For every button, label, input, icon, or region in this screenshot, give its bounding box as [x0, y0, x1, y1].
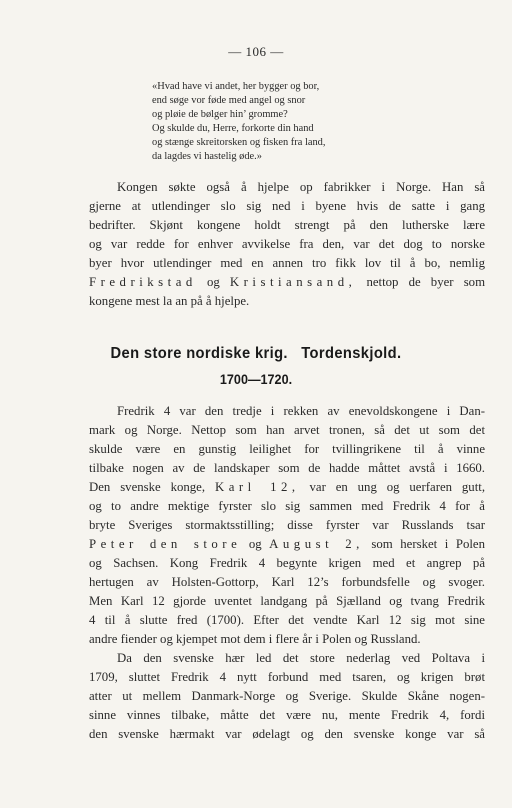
name-august-2: August 2, — [269, 537, 364, 551]
text-line: Fredrik 4 var den tredje i rekken av enevoldskongene i Dan- — [117, 404, 485, 418]
conjunction: og — [206, 275, 220, 289]
text-line: Kongen søkte også å hjelpe op fabrikker i Norge. Han så — [117, 180, 485, 194]
text-fragment: var en ung og uerfaren gutt, — [309, 480, 486, 494]
poem-line: «Hvad have vi andet, her bygger og bor, — [152, 81, 320, 92]
text-line: Men Karl 12 gjorde uventet landgang på Sjælland og tvang Fredrik — [89, 594, 485, 608]
text-line: andre fiender og kjempet mot dem i flere år i Polen og Russland. — [89, 632, 421, 646]
page-number: — 106 — — [228, 44, 284, 59]
text-line — [89, 478, 485, 497]
text-fragment: nettop de byer som — [366, 275, 486, 289]
text-line: atter ut mellem Danmark-Norge og Sverige. Skulde Skåne nogen- — [89, 689, 485, 703]
text-line: byer hvor utlendinger med en annen tro fikk lov til å bo, nemlig — [89, 256, 485, 270]
text-line: 4 til å slutte fred (1700). Efter det vendte Karl 12 sig mot sine — [89, 613, 485, 627]
text-line: gjerne at utlendinger slo sig ned i byene hvis de satte i gang — [89, 199, 485, 213]
text-line: 1709, sluttet Fredrik 4 nytt forbund med tsaren, og krigen brøt — [89, 670, 485, 684]
text-line: Da den svenske hær led det store nederlag ved Poltava i — [117, 651, 485, 665]
poem-line: da lagdes vi hastelig øde.» — [152, 151, 262, 162]
poem-line: Og skulde du, Herre, forkorte din hand — [152, 123, 314, 134]
text-line: tilbake nogen av de landskaper som de hadde måttet avstå i 1660. — [89, 461, 485, 475]
poem-quote — [152, 80, 325, 164]
text-fragment: Den svenske konge, — [89, 480, 206, 494]
name-peter-den-store: Peter den store — [89, 537, 242, 551]
text-line — [89, 535, 485, 554]
poem-line: end søge vor føde med angel og snor — [152, 95, 306, 106]
poem-line: og pløie de bølger hin’ gromme? — [152, 109, 288, 120]
paragraph-poltava — [89, 649, 485, 744]
poem-line: og stænge skreitorsken og fisken fra land, — [152, 137, 326, 148]
city-name-fredrikstad: Fredrikstad — [89, 275, 197, 289]
paragraph-factories — [89, 178, 485, 311]
text-line: bryte Sveriges stormaktsstilling; disse fyrster var Russlands tsar — [89, 518, 485, 532]
text-line: hertugen av Holsten-Gottorp, Karl 12’s forbundsfelle og svoger. — [89, 575, 485, 589]
text-line: og var redde for enhver avvikelse fra den, var det dog to norske — [89, 237, 485, 251]
text-line: og Sachsen. Kong Fredrik 4 begynte krigen med et angrep på — [89, 556, 485, 570]
city-name-kristiansand: Kristiansand, — [229, 275, 357, 289]
text-line: kongene mest la an på å hjelpe. — [89, 294, 250, 308]
chapter-heading: Den store nordiske krig. Tordenskjold. — [110, 345, 402, 362]
conjunction: og — [248, 537, 262, 551]
name-karl-12: Karl 12, — [214, 480, 300, 494]
text-line — [89, 273, 485, 292]
text-line: mark og Norge. Nettop som han arvet tronen, så det ut som det — [89, 423, 485, 437]
chapter-years: 1700—1720. — [219, 371, 293, 387]
text-line: den svenske hærmakt var ødelagt og den svenske konge var så — [89, 727, 485, 741]
text-line: skulde være en gunstig leilighet for tvillingrikene til å vinne — [89, 442, 485, 456]
text-line: sinne vinnes tilbake, måtte det være nu, mente Fredrik 4, fordi — [89, 708, 485, 722]
text-line: og to andre mektige fyrster slo sig sammen med Fredrik 4 for å — [89, 499, 485, 513]
paragraph-fredrik-4 — [89, 402, 485, 649]
text-fragment: som hersket i Polen — [371, 537, 486, 551]
text-line: bedrifter. Skjønt kongene holdt strengt på den lutherske lære — [89, 218, 485, 232]
